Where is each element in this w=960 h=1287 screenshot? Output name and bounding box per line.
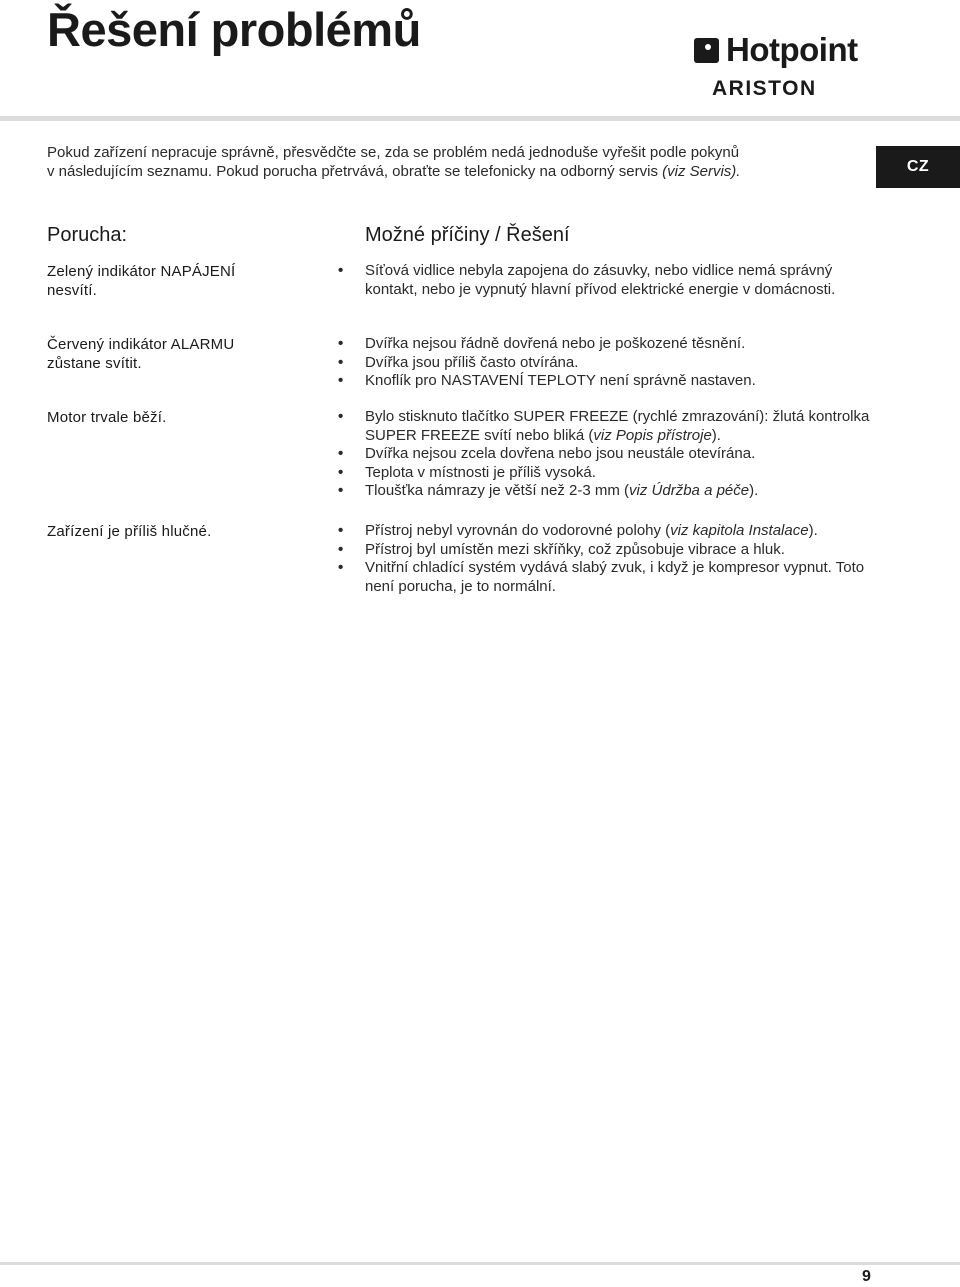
solution-item: [338, 445, 878, 464]
header-divider: [0, 116, 960, 121]
bullet-icon: •: [338, 463, 344, 481]
bullet-icon: •: [338, 262, 344, 279]
intro-line-2: [47, 162, 847, 181]
brand-subname: ARISTON: [712, 77, 817, 100]
solution-text: Bylo stisknuto tlačítko SUPER FREEZE (rychlé zmrazování): žlutá kontrolka SUPER FREEZE svítí nebo bliká (: [365, 408, 870, 444]
solution-list: [338, 408, 878, 501]
solution-column-header: Možné příčiny / Řešení: [365, 224, 570, 246]
intro-service-reference: (viz Servis).: [662, 163, 741, 180]
solution-item: [338, 372, 878, 391]
solution-text: Teplota v místnosti je příliš vysoká.: [365, 463, 596, 481]
page-title: Řešení problémů: [47, 3, 421, 56]
language-tab: CZ: [876, 146, 960, 188]
solution-text-end: ).: [749, 482, 759, 499]
bullet-icon: •: [338, 559, 344, 576]
bullet-icon: •: [338, 540, 344, 558]
page-number: 9: [862, 1268, 871, 1285]
intro-paragraph: [47, 143, 847, 181]
solution-list: [338, 522, 878, 596]
solution-item: [338, 522, 878, 541]
hotpoint-logo-icon: [694, 38, 719, 63]
manual-reference: viz kapitola Instalace: [670, 522, 809, 539]
fault-item: Motor trvale běží.: [47, 409, 167, 426]
fault-item: Zelený indikátor NAPÁJENÍ nesvítí.: [47, 263, 236, 299]
solution-list: [338, 262, 878, 299]
bullet-icon: •: [338, 335, 344, 352]
footer-divider: [0, 1262, 960, 1265]
solution-text: Knoflík pro NASTAVENÍ TEPLOTY není správně nastaven.: [365, 372, 756, 389]
bullet-icon: •: [338, 445, 344, 462]
solution-item: [338, 262, 878, 299]
solution-text-end: ).: [808, 522, 818, 539]
manual-reference: viz Údržba a péče: [629, 482, 750, 499]
solution-text: Vnitřní chladící systém vydává slabý zvuk, i když je kompresor vypnut. Toto není porucha, je to normální.: [365, 559, 865, 595]
fault-item: Červený indikátor ALARMU zůstane svítit.: [47, 336, 235, 372]
bullet-icon: •: [338, 372, 344, 389]
intro-line-1: Pokud zařízení nepracuje správně, přesvědčte se, zda se problém nedá jednoduše vyřešit podle pokynů: [47, 144, 740, 161]
fault-column-header: Porucha:: [47, 224, 128, 246]
solution-item: [338, 335, 878, 354]
solution-text: Přístroj byl umístěn mezi skříňky, což způsobuje vibrace a hluk.: [365, 540, 785, 558]
solution-item: [338, 464, 878, 483]
bullet-icon: •: [338, 353, 344, 371]
solution-item: [338, 482, 878, 501]
bullet-icon: •: [338, 522, 344, 539]
solution-text-end: ).: [711, 426, 721, 444]
solution-item: [338, 408, 878, 445]
solution-item: [338, 559, 878, 596]
fault-item: Zařízení je příliš hlučné.: [47, 523, 212, 540]
solution-text: Dvířka nejsou zcela dovřena nebo jsou neustále otevírána.: [365, 445, 756, 462]
bullet-icon: •: [338, 408, 344, 425]
solution-text: Tloušťka námrazy je větší než 2-3 mm (: [365, 482, 630, 499]
intro-line-2-text: v následujícím seznamu. Pokud porucha přetrvává, obraťte se telefonicky na odborný servis: [47, 163, 658, 180]
brand-name: Hotpoint: [726, 31, 858, 68]
manual-reference: viz Popis přístroje: [593, 426, 712, 444]
brand-logo: [694, 30, 876, 108]
solution-text: Přístroj nebyl vyrovnán do vodorovné polohy (: [365, 522, 671, 539]
solution-text: Síťová vidlice nebyla zapojena do zásuvky, nebo vidlice nemá správný kontakt, nebo je vypnutý hlavní přívod elektrické energie v domácnosti.: [365, 262, 836, 298]
solution-item: [338, 354, 878, 373]
solution-item: [338, 541, 878, 560]
solution-list: [338, 335, 878, 391]
solution-text: Dvířka nejsou řádně dovřená nebo je poškozené těsnění.: [365, 335, 746, 352]
bullet-icon: •: [338, 482, 344, 499]
solution-text: Dvířka jsou příliš často otvírána.: [365, 353, 579, 371]
